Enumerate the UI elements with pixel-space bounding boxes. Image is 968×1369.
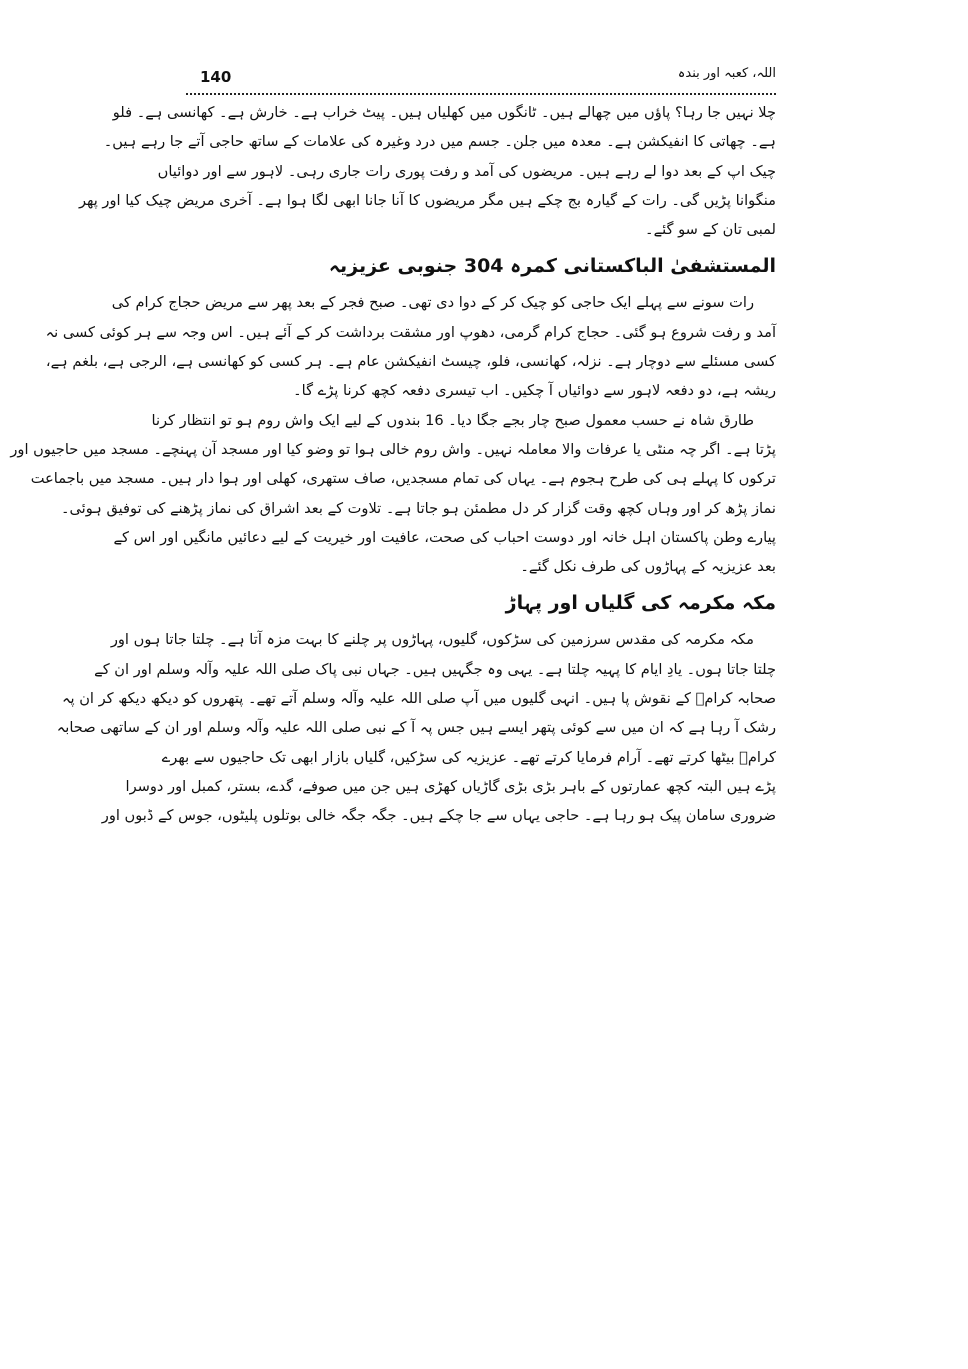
page-number: 140 bbox=[200, 68, 232, 86]
section-heading-makkah-streets: مکہ مکرمہ کی گلیاں اور پہاڑ bbox=[505, 592, 776, 615]
header-dotted-rule bbox=[186, 93, 776, 95]
text-line: لمبی تان کے سو گئے۔ bbox=[645, 221, 776, 239]
text-line: کرامؓ بیٹھا کرتے تھے۔ آرام فرمایا کرتے تھے۔ عزیزیہ کی سڑکیں، گلیاں بازار ابھی تک حاجیوں سے بھرے bbox=[161, 748, 776, 766]
text-line: کسی مسئلے سے دوچار ہے۔ نزلہ، کھانسی، فلو، چیسٹ انفیکشن عام ہے۔ ہر کسی کو کھانسی ہے، الرجی ہے، بلغم ہے، bbox=[45, 353, 776, 371]
text-line: منگوانا پڑیں گی۔ رات کے گیارہ بج چکے ہیں مگر مریضوں کا آنا جانا ابھی لگا ہوا ہے۔ آخری مریض چیک کیا اور پھر bbox=[78, 191, 776, 209]
text-line: ریشہ ہے، دو دفعہ لاہور سے دوائیاں آ چکیں۔ اب تیسری دفعہ کچھ کرنا پڑے گا۔ bbox=[293, 382, 776, 400]
text-line: مکہ مکرمہ کی مقدس سرزمین کی سڑکوں، گلیوں، پہاڑوں پر چلنے کا بہت مزہ آتا ہے۔ چلتا جاتا ہوں اور bbox=[110, 631, 754, 649]
text-line: بعد عزیزیہ کے پہاڑوں کی طرف نکل گئے۔ bbox=[520, 558, 776, 576]
section-heading-hospital: المستشفیٰ الباکستانی کمرہ 304 جنوبی عزیزیہ bbox=[328, 255, 776, 278]
text-line: طارق شاہ نے حسب معمول صبح چار بجے جگا دیا۔ 16 بندوں کے لیے ایک واش روم ہو تو انتظار کرنا bbox=[151, 411, 754, 429]
text-line: چلتا جاتا ہوں۔ یادِ ایام کا پہیہ چلتا ہے۔ یہی وہ جگہیں ہیں۔ جہاں نبی پاک صلی اللہ علیہ وآلہ وسلم اور ان کے bbox=[94, 660, 776, 678]
text-line: آمد و رفت شروع ہو گئی۔ حجاج کرام گرمی، دھوپ اور مشقت برداشت کر کے آئے ہیں۔ اس وجہ سے ہر کوئی کسی نہ bbox=[45, 323, 776, 341]
text-line: ضروری سامان پیک ہو رہا ہے۔ حاجی یہاں سے جا چکے ہیں۔ جگہ جگہ خالی بوتلوں پلیٹوں، جوس کے ڈبوں اور bbox=[101, 807, 776, 825]
page-body bbox=[10, 98, 776, 831]
page-header bbox=[186, 66, 776, 92]
paragraph-block-2 bbox=[10, 288, 776, 581]
text-line: پیارے وطن پاکستان اہل خانہ اور دوست احباب کی صحت، عافیت اور خیریت کے لیے دعائیں مانگیں اور اس کے bbox=[113, 528, 776, 546]
text-line: چلا نہیں جا رہا؟ پاؤں میں چھالے ہیں۔ ٹانگوں میں کھلیاں ہیں۔ پیٹ خراب ہے۔ خارش ہے۔ کھانسی ہے۔ فلو bbox=[112, 104, 776, 121]
text-line: ترکوں کا پہلے ہی کی طرح ہجوم ہے۔ یہاں کی تمام مسجدیں، صاف ستھری، کھلی اور ہوا دار ہیں۔ مسجد میں باجماعت bbox=[30, 470, 776, 488]
text-line: پڑتا ہے۔ اگر چہ منٹی یا عرفات والا معاملہ نہیں۔ واش روم خالی ہوا تو وضو کیا اور مسجد آن پہنچے۔ مسجد میں حاجیوں اور bbox=[10, 440, 776, 458]
text-line: صحابہ کرامؓ کے نقوش پا ہیں۔ انہی گلیوں میں آپ صلی اللہ علیہ وآلہ وسلم آتے تھے۔ پتھروں کو دیکھ دیکھ کر ان پہ bbox=[61, 690, 776, 708]
running-title: اللہ، کعبہ اور بندہ bbox=[677, 66, 776, 81]
paragraph-block-1 bbox=[78, 98, 776, 244]
paragraph-block-3 bbox=[56, 625, 776, 830]
text-line: نماز پڑھ کر اور وہاں کچھ وقت گزار کر دل مطمئن ہو جاتا ہے۔ تلاوت کے بعد اشراق کی نماز پڑھنے کی توفیق ہوئی۔ bbox=[60, 499, 776, 517]
text-line: رشک آ رہا ہے کہ ان میں سے کوئی پتھر ایسے ہیں جس پہ آ کے نبی صلی اللہ علیہ وآلہ وسلم اور ان کے ساتھی صحابہ bbox=[56, 719, 776, 737]
text-line: پڑے ہیں البتہ کچھ عمارتوں کے باہر بڑی بڑی گاڑیاں کھڑی ہیں جن میں صوفے، گدے، بستر، کمبل اور دوسرا bbox=[125, 777, 776, 795]
text-line: ہے۔ چھاتی کا انفیکشن ہے۔ معدہ میں جلن۔ جسم میں درد وغیرہ کی علامات کے ساتھ حاجی آتے جا رہے ہیں۔ bbox=[103, 133, 776, 151]
text-line: رات سونے سے پہلے ایک حاجی کو چیک کر کے دوا دی تھی۔ صبح فجر کے بعد پھر سے مریض حجاج کرام کی bbox=[111, 294, 754, 312]
text-line: چیک اپ کے بعد دوا لے رہے ہیں۔ مریضوں کی آمد و رفت پوری رات جاری رہی۔ لاہور سے اور دوائیاں bbox=[157, 162, 776, 180]
